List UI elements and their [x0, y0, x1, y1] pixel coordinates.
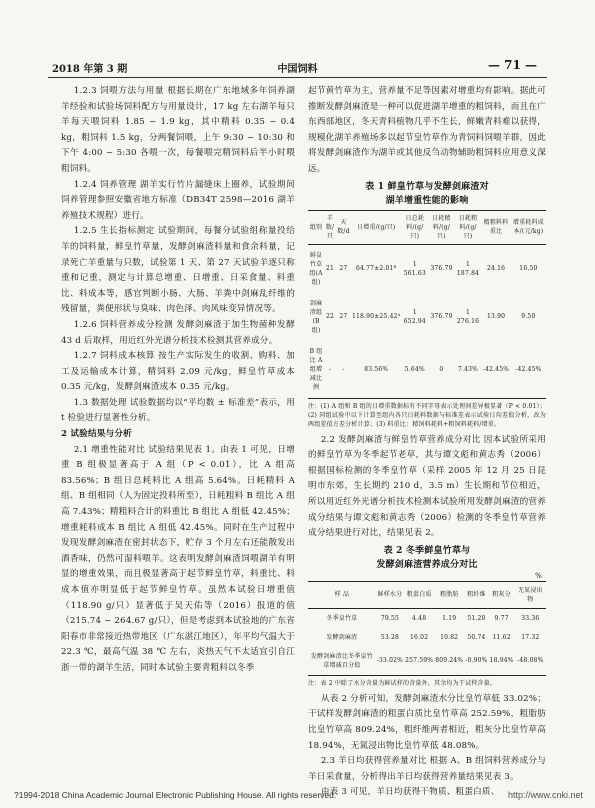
section-1-2-6: 1.2.6 饲料营养成分检测 发酵剑麻渣于加生物菌种发酵 43 d 后取样，用近红外光谱分析技术检测其营养成分。 [61, 319, 295, 346]
table1-cell: 1 652.94 [403, 308, 426, 325]
table1-cell: 16.50 [519, 265, 538, 273]
table2-header-cell: 无氮浸出物 [515, 581, 546, 608]
table1-header-cell: 日增重/(g/只) [351, 210, 402, 244]
table1-row [308, 244, 546, 293]
table1-cell: 118.90±25.42ᴬ [352, 313, 401, 321]
table-2-analysis: 从表 2 分析可知，发酵剑麻渣水分比皇竹草低 33.02%；干试样发酵剑麻渣的粗蛋白质比皇竹草高 252.59%，粗脂肪比皇竹草高 809.24%，粗纤维两者相近，粗灰分比皇竹草高 18.94%，无氮浸出物比皇竹草低 48.08%。 [308, 693, 546, 751]
table1-cell: 376.79 [430, 313, 453, 321]
table2-cell: 17.32 [521, 633, 540, 641]
continued-paragraph: 起节黄竹草为主，营养量不足等因素对增重均有影响。据此可推断发酵剑麻渣是一种可以促进湖羊增重的粗饲料，而且在广东西部地区，冬天青料植物几乎不生长，鲜嫩青料难以获得，规模化湖羊养殖场多以起节皇竹草作为青饲料饲喂羊群，因此将发酵剑麻渣作为湖羊或其他反刍动物辅助粗饲料应用意义深远。 [308, 86, 546, 174]
table1-header-cell: 精粗料料重比 [481, 210, 510, 244]
copyright-footer: ?1994-2018 China Academic Journal Electronic Publishing House. All rights reserved. [14, 790, 337, 800]
table-2-title: 表 2 冬季鲜皇竹草与 发酵剑麻渣营养成分对比 [376, 545, 478, 570]
table2-cell: 809.24% [435, 657, 464, 665]
table1-header-cell: 日总耗料/(g/只) [402, 210, 429, 244]
table2-cell: 51.20 [467, 614, 486, 622]
page-number: — 71 — [487, 58, 537, 72]
table1-cell: 1 276.16 [456, 308, 480, 325]
table2-header-cell: 粗脂肪 [434, 581, 464, 608]
table2-row [308, 647, 546, 676]
table2-row [308, 608, 546, 628]
table2-header-cell: 样 品 [308, 581, 376, 608]
table2-cell: 发酵剑麻渣 [326, 633, 358, 641]
table-2-unit: % [535, 571, 542, 580]
table2-cell: 79.55 [380, 614, 400, 622]
table1-cell: 27 [339, 265, 348, 273]
table1-cell: 83.56% [364, 365, 389, 373]
page-header [40, 58, 555, 76]
section-1-2-7: 1.2.7 饲料成本核算 按生产实际发生的收割、购料、加工及运输成本计算，精饲料 2.09 元/kg，鲜皇竹草成本 0.35 元/kg，发酵剑麻渣成本 0.35 元/kg。 [61, 351, 295, 393]
table-3-analysis: 由表 3 可见，羊日均获得干物质、粗蛋白质、 [320, 787, 500, 798]
table1-cell: -42.45% [515, 365, 542, 373]
table1-header-cell: 日耗精料/(g/只) [428, 210, 455, 244]
table2-header-cell: 粗灰分 [489, 581, 515, 608]
table2-cell: 9.77 [494, 614, 509, 622]
header-rule [48, 77, 547, 78]
table1-cell: - [328, 365, 332, 373]
table2-header-cell: 粗蛋白质 [404, 581, 434, 608]
left-column [61, 84, 295, 677]
table1-cell: 剑麻渣组(B 组) [309, 299, 323, 334]
table1-cell: 13.90 [486, 313, 506, 321]
table2-cell: 18.94% [489, 657, 514, 665]
table1-cell: 9.50 [521, 313, 536, 321]
section-1-2-3: 1.2.3 饲喂方法与用量 根据长期在广东地域多年饲养湖羊经验和试验场饲料配方与用量设计，17 kg 左右湖羊每只羊每天喂饲料 1.85 ~ 1.9 kg，其中精料 0.35 ~ 0.4 kg，粗饲料 1.5 kg，分两餐饲喂，上午 9:30 ~ 10:30 和下午 4:00 ~ 5:30 各喂一次，每餐喂完精饲料后半小时喂粗饲料。 [61, 86, 295, 174]
table2-cell: 冬季皇竹草 [326, 614, 358, 622]
table1-row [308, 341, 546, 399]
table1-cell: 24.16 [486, 265, 506, 273]
table2-cell: 50.74 [467, 633, 486, 641]
table2-header-cell: 粗纤维 [464, 581, 488, 608]
table1-header-cell: 羊数/只 [324, 210, 336, 244]
table2-cell: 257.59% [405, 657, 434, 665]
table1-header-cell: 增重耗料成本/(元/kg) [511, 210, 546, 244]
table1-cell: -42.45% [482, 365, 510, 373]
table1-cell: 64.77±2.01ᴮ [355, 265, 397, 273]
table1-cell: 27 [339, 313, 348, 321]
table1-cell: 鲜皇竹草组(A 组) [309, 251, 323, 286]
section-1-3: 1.3 数据处理 试验数据均以“平均数 ± 标准差”表示，用 t 检验进行显著性分析。 [61, 397, 295, 424]
section-1-2-4: 1.2.4 饲养管理 湖羊实行竹片漏缝床上圈养，试验期间饲养管理参照安徽省地方标准（DB34T 2598—2016 湖羊养殖技术规程）进行。 [61, 179, 295, 221]
table1-header-cell: 天数/d [336, 210, 351, 244]
table1-row [308, 293, 546, 341]
table1-cell: 21 [325, 265, 335, 273]
table2-cell: 53.28 [380, 633, 400, 641]
table1-header-cell: 日耗粗料/(g/只) [455, 210, 482, 244]
table1-cell: 5.64% [404, 365, 425, 373]
section-2-2: 2.2 发酵剑麻渣与鲜皇竹草营养成分对比 因本试验所采用的鲜皇竹草为冬季起节老草，其与谭文彪和黄志秀（2006）根据国标检测的冬季皇竹草（采样 2005 年 12 月 25 日昆明市东郊，生长期约 210 d，3.5 m）生长期和节位相近，所以用近红外光谱分析技术检测本试验所用发酵剑麻渣的营养成分结果与谭文彪和黄志秀（2006）检测的冬季皇竹草营养成分结果进行对比，结果见表 2。 [308, 434, 546, 539]
table2-cell: 4.48 [412, 614, 427, 622]
table2-cell: 11.62 [492, 633, 511, 641]
table1-cell: 0 [439, 365, 444, 373]
table2-header-cell: 鲜样水分 [376, 581, 404, 608]
table2-cell: 10.82 [440, 633, 459, 641]
section-2-3: 2.3 羊日均获得营养量对比 根据 A、B 组饲料营养成分与羊日采食量，分析得出羊日均获得营养量结果见表 3。 [308, 756, 546, 782]
table-2-note: 注：表 2 中除了水分含量为鲜试样的含量外，其余均为干试样含量。 [308, 679, 497, 687]
table1-cell: - [342, 365, 345, 373]
right-column [308, 84, 546, 801]
table-1 [308, 210, 546, 399]
table2-cell: 1.19 [442, 614, 457, 622]
table1-header-cell: 组别 [308, 210, 324, 244]
table1-cell: 1 187.84 [456, 260, 480, 277]
table2-cell: 33.36 [521, 614, 540, 622]
table2-cell: -0.90% [465, 657, 488, 665]
table-1-title: 表 1 鲜皇竹草与发酵剑麻渣对 湖羊增重性能的影响 [365, 181, 489, 206]
table2-cell: -33.02% [376, 657, 404, 665]
table2-cell: -48.08% [517, 657, 544, 665]
cnki-url: http://www.cnki.net [507, 790, 583, 800]
section-1-2-5: 1.2.5 生长指标测定 试验期间，每餐分试验组称量投给羊的饲料量，鲜皇竹草量，发酵剑麻渣料量和食余料量，记录死亡羊重量与只数，试验第 1 天、第 27 天试验羊逐只称重和记重，测定与计算总增重、日增重、日采食量、料重比、料成本等，感官判断小肠、大肠、羊粪中剑麻乱纤维的残留量，粪便形状与臭味、肉色泽、肉风味变异情况等。 [61, 226, 295, 315]
table1-cell: B 组比 A 组增减比例 [309, 347, 323, 391]
journal-name: 中国饲料 [277, 64, 318, 75]
section-2-1: 2.1 增重性能对比 试验结果见表 1。由表 1 可见，日增重 B 组极显著高于 A 组（P < 0.01），比 A 组高 83.56%；B 组日总耗料比 A 组高 5.64%。日耗精料 A 组、B 组相同（人为固定投料所至），日耗粗料 B 组比 A 组高 7.43%；精粗料合计的料重比 B 组比 A 组低 42.45%；增重耗料成本 B 组比 A 组低 42.45%。同时在生产过程中发现发酵剑麻渣在密封状态下，贮存 3 个月左右还能散发出酒香味，仍然可湿料喂羊。这表明发酵剑麻渣饲喂湖羊有明显的增重效果，而且极显著高于起节鲜皇竹草，料重比、料成本值亦明显低于起节鲜皇竹草。虽然本试验日增重值（118.90 g/只）显著低于吴天佑等（2016）报道的值（215.74 ~ 264.67 g/只），但是考虑到本试验地的广东省阳春市非常接近热带地区（广东湛江地区），年平均气温大于 22.3 ℃，最高气温 38 ℃ 左右，炎热天气不太适宜引自江浙一带的湖羊生活，同时本试验主要青粗料以冬季 [61, 444, 295, 673]
table2-cell: 发酵剑麻渣比冬季皇竹草增减百分值 [310, 652, 373, 669]
table1-cell: 376.79 [430, 265, 453, 273]
table2-row [308, 628, 546, 647]
table1-cell: 1 561.63 [403, 260, 426, 277]
table-2 [308, 581, 546, 676]
table2-cell: 16.02 [410, 633, 429, 641]
table1-cell: 7.43% [457, 365, 479, 373]
issue-label: 2018 年第 3 期 [52, 64, 128, 75]
table-1-note: 注：(1) A 组和 B 组的日增重数据标有不同字母表示处理间差异极显著（P < 0.01）；(2) 同组试验中以下计算至组内各只日耗料数据与标准差表示试验日均差值分析，改为两组差值方差分析计算；(3) 料重比：精饲料耗料+粗饲料耗料/增重。 [308, 402, 546, 428]
section-2-heading: 2 试验结果与分析 [61, 429, 132, 440]
table1-cell: 22 [325, 313, 335, 321]
